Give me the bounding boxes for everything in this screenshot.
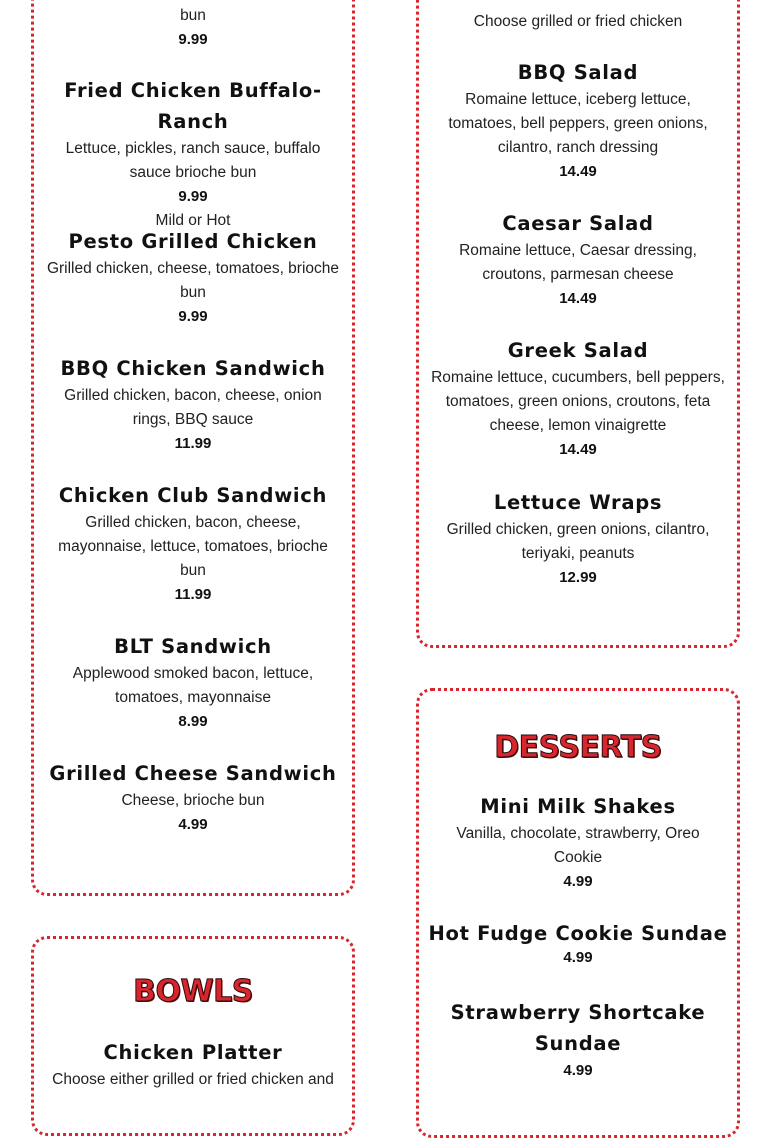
item-description: Grilled chicken, bacon, cheese, mayonnaise, lettuce, tomatoes, brioche bun bbox=[58, 514, 328, 579]
item-price: 14.49 bbox=[559, 290, 597, 307]
item-name: Caesar Salad bbox=[502, 212, 654, 235]
menu-item bbox=[419, 791, 737, 894]
item-name: BBQ Chicken Sandwich bbox=[60, 357, 326, 380]
menu-item bbox=[419, 57, 737, 184]
salads-panel bbox=[416, 0, 740, 648]
item-price: 11.99 bbox=[174, 435, 212, 452]
item-description: Cheese, brioche bun bbox=[121, 792, 265, 809]
menu-item bbox=[34, 4, 352, 52]
item-price: 4.99 bbox=[563, 949, 593, 966]
item-price: 4.99 bbox=[563, 873, 593, 890]
menu-item bbox=[34, 353, 352, 456]
item-price: 9.99 bbox=[178, 308, 208, 325]
section-title-bowls: BOWLS bbox=[133, 974, 253, 1009]
item-description: Choose grilled or fried chicken bbox=[473, 13, 683, 30]
item-description: bun bbox=[180, 7, 206, 24]
item-price: 8.99 bbox=[178, 713, 208, 730]
item-name: Chicken Platter bbox=[103, 1041, 283, 1064]
menu-item bbox=[34, 758, 352, 837]
menu-item bbox=[34, 480, 352, 607]
sandwiches-panel bbox=[31, 0, 355, 896]
item-name: BBQ Salad bbox=[517, 61, 639, 84]
item-name: Lettuce Wraps bbox=[493, 491, 663, 514]
menu-item bbox=[419, 918, 737, 970]
menu-item bbox=[34, 1037, 352, 1092]
item-price: 14.49 bbox=[559, 441, 597, 458]
menu-item bbox=[419, 997, 737, 1083]
item-price: 9.99 bbox=[178, 31, 208, 48]
item-price: 14.49 bbox=[559, 163, 597, 180]
item-price: 12.99 bbox=[559, 569, 597, 586]
menu-item bbox=[419, 10, 737, 34]
section-title-desserts: DESSERTS bbox=[494, 730, 662, 765]
item-description: Applewood smoked bacon, lettuce, tomatoes, mayonnaise bbox=[72, 665, 314, 706]
menu-item bbox=[419, 487, 737, 590]
item-description: Grilled chicken, bacon, cheese, onion rings, BBQ sauce bbox=[64, 387, 322, 428]
menu-item bbox=[419, 335, 737, 462]
menu-item bbox=[34, 631, 352, 734]
item-description: Grilled chicken, cheese, tomatoes, brioche bun bbox=[46, 260, 340, 301]
item-name: Pesto Grilled Chicken bbox=[68, 230, 318, 253]
item-description: Romaine lettuce, cucumbers, bell peppers, tomatoes, green onions, croutons, feta cheese, lemon vinaigrette bbox=[431, 369, 725, 434]
item-name: Strawberry Shortcake Sundae bbox=[450, 1001, 706, 1055]
item-price: 4.99 bbox=[178, 816, 208, 833]
item-price: 9.99 bbox=[178, 188, 208, 205]
item-name: Grilled Cheese Sandwich bbox=[49, 762, 337, 785]
item-note: Mild or Hot bbox=[155, 212, 231, 229]
item-description: Choose either grilled or fried chicken and bbox=[52, 1071, 334, 1088]
item-name: Chicken Club Sandwich bbox=[58, 484, 328, 507]
menu-item bbox=[419, 208, 737, 311]
menu-item bbox=[34, 226, 352, 329]
item-description: Grilled chicken, green onions, cilantro, teriyaki, peanuts bbox=[446, 521, 710, 562]
item-name: Hot Fudge Cookie Sundae bbox=[428, 922, 728, 945]
item-description: Romaine lettuce, iceberg lettuce, tomatoes, bell peppers, green onions, cilantro, ranch dressing bbox=[448, 91, 708, 156]
item-price: 4.99 bbox=[563, 1062, 593, 1079]
item-description: Vanilla, chocolate, strawberry, Oreo Cookie bbox=[456, 825, 700, 866]
menu-item bbox=[34, 75, 352, 233]
desserts-panel bbox=[416, 688, 740, 1138]
item-price: 11.99 bbox=[174, 586, 212, 603]
item-name: BLT Sandwich bbox=[114, 635, 272, 658]
bowls-panel bbox=[31, 936, 355, 1136]
item-description: Romaine lettuce, Caesar dressing, croutons, parmesan cheese bbox=[459, 242, 697, 283]
item-name: Fried Chicken Buffalo-Ranch bbox=[64, 79, 322, 133]
item-description: Lettuce, pickles, ranch sauce, buffalo sauce brioche bun bbox=[65, 140, 321, 181]
item-name: Mini Milk Shakes bbox=[480, 795, 676, 818]
item-name: Greek Salad bbox=[507, 339, 649, 362]
